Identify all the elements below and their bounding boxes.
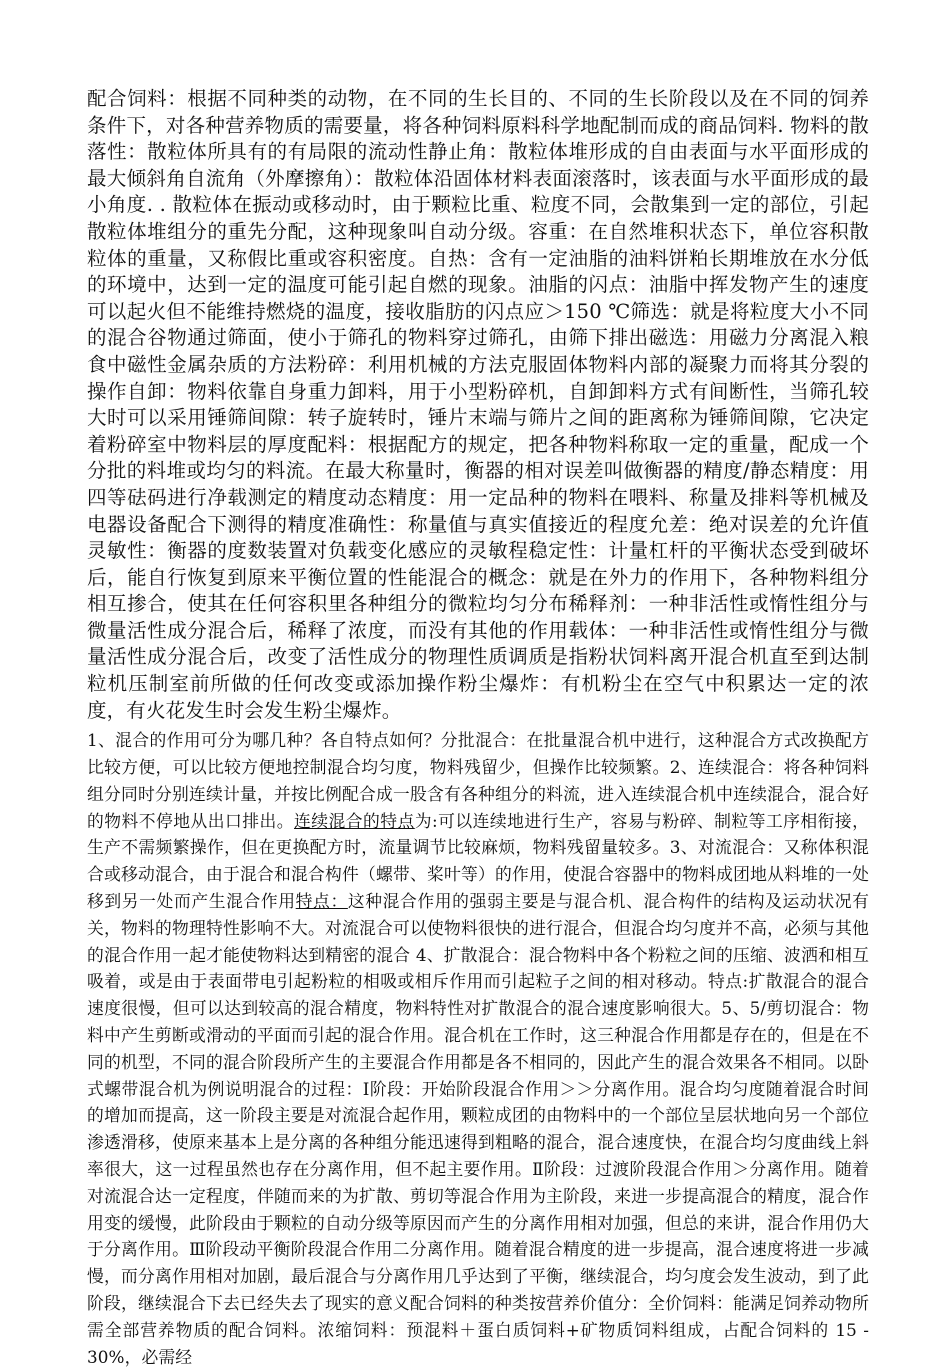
mixing-text-part-2: 为:可以连续地进行生产，容易与粉碎、制粒等工序相衔接，生产不需频繁操作，但在更换配方时，流量调节比较麻烦，物料残留量较多。3、对流混合：又称体积混合或移动混合，由于混合和混合构件（螺带、桨叶等）的作用，使混合容器中的物料成团地从料堆的一处移到另一处而产生混合作用: [87, 810, 869, 912]
continuous-mixing-feature-heading: 连续混合的特点: [294, 810, 415, 831]
document-page: [87, 86, 869, 1370]
mixing-text-part-1: 1、混合的作用可分为哪几种？各自特点如何？分批混合：在批量混合机中进行，这种混合方式改换配方比较方便，可以比较方便地控制混合均匀度，物料残留少，但操作比较频繁。2、连续混合：将各种饲料组分同时分别连续计量，并按比例配合成一股含有各种组分的料流，进入连续混合机中连续混合，混合好的物料不停地从出口排出。: [87, 730, 869, 831]
mixing-paragraph: [87, 727, 869, 1370]
convection-feature-heading: 特点：: [295, 891, 348, 912]
definitions-paragraph: 配合饲料：根据不同种类的动物，在不同的生长目的、不同的生长阶段以及在不同的饲养条件下，对各种营养物质的需要量，将各种饲料原料科学地配制而成的商品饲料. 物料的散落性：散粒体所具有的有局限的流动性静止角：散粒体堆形成的自由表面与水平面形成的最大倾斜角自流角（外摩擦角）：散粒体沿固体材料表面滚落时，该表面与水平面形成的最小角度. . 散粒体在振动或移动时，由于颗粒比重、粒度不同，会散集到一定的部位，引起散粒体堆组分的重先分配，这种现象叫自动分级。容重：在自然堆积状态下，单位容积散粒体的重量，又称假比重或容积密度。自热：含有一定油脂的油料饼粕长期堆放在水分低的环境中，达到一定的温度可能引起自燃的现象。油脂的闪点：油脂中挥发物产生的速度可以起火但不能维持燃烧的温度，接收脂肪的闪点应＞150 ℃筛选：就是将粒度大小不同的混合谷物通过筛面，使小于筛孔的物料穿过筛孔，由筛下排出磁选：用磁力分离混入粮食中磁性金属杂质的方法粉碎：利用机械的方法克服固体物料内部的凝聚力而将其分裂的操作自卸：物料依靠自身重力卸料，用于小型粉碎机，自卸卸料方式有间断性，当筛孔较大时可以采用锤筛间隙：转子旋转时，锤片末端与筛片之间的距离称为锤筛间隙，它决定着粉碎室中物料层的厚度配料：根据配方的规定，把各种物料称取一定的重量，配成一个分批的料堆或均匀的料流。在最大称量时，衡器的相对误差叫做衡器的精度/静态精度：用四等砝码进行净载测定的精度动态精度：用一定品种的物料在喂料、称量及排料等机械及电器设备配合下测得的精度准确性：称量值与真实值接近的程度允差：绝对误差的允许值灵敏性：衡器的度数装置对负载变化感应的灵敏程稳定性：计量杠杆的平衡状态受到破坏后，能自行恢复到原来平衡位置的性能混合的概念：就是在外力的作用下，各种物料组分相互掺合，使其在任何容积里各种组分的微粒均匀分布稀释剂：一种非活性或惰性组分与微量活性成分混合后，稀释了浓度，而没有其他的作用载体：一种非活性或惰性组分与微量活性成分混合后，改变了活性成分的物理性质调质是指粉状饲料离开混合机直至到达制粒机压制室前所做的任何改变或添加操作粉尘爆炸：有机粉尘在空气中积累达一定的浓度，有火花发生时会发生粉尘爆炸。: [87, 87, 869, 722]
mixing-text-part-3: 这种混合作用的强弱主要是与混合机、混合构件的结构及运动状况有关，物料的物理特性影响不大。对流混合可以使物料很快的进行混合，但混合均匀度并不高，必须与其他的混合作用一起才能使物料达到精密的混合 4、扩散混合：混合物料中各个粉粒之间的压缩、波洒和相互吸着，或是由于表面带电引起粉粒的相吸或相斥作用而引起粒子之间的相对移动。特点:扩散混合的混合速度很慢，但可以达到较高的混合精度，物料特性对扩散混合的混合速度影响很大。5、5/剪切混合：物料中产生剪断或滑动的平面而引起的混合作用。混合机在工作时，这三种混合作用都是存在的，但是在不同的机型，不同的混合阶段所产生的主要混合作用都是各不相同的，因此产生的混合效果各不相同。以卧式螺带混合机为例说明混合的过程：Ⅰ阶段：开始阶段混合作用＞＞分离作用。混合均匀度随着混合时间的增加而提高，这一阶段主要是对流混合起作用，颗粒成团的由物料中的一个部位呈层状地向另一个部位渗透滑移，使原来基本上是分离的各种组分能迅速得到粗略的混合，混合速度快，在混合均匀度曲线上斜率很大，这一过程虽然也存在分离作用，但不起主要作用。Ⅱ阶段：过渡阶段混合作用＞分离作用。随着对流混合达一定程度，伴随而来的为扩散、剪切等混合作用为主阶段，来进一步提高混合的精度，混合作用变的缓慢，此阶段由于颗粒的自动分级等原因而产生的分离作用相对加强，但总的来讲，混合作用仍大于分离作用。Ⅲ阶段动平衡阶段混合作用二分离作用。随着混合精度的进一步提高，混合速度将进一步减慢，而分离作用相对加剧，最后混合与分离作用几乎达到了平衡，继续混合，均匀度会发生波动，到了此阶段，继续混合下去已经失去了现实的意义配合饲料的种类按营养价值分：全价饲料：能满足饲养动物所需全部营养物质的配合饲料。浓缩饲料：预混料＋蛋白质饲料+矿物质饲料组成，占配合饲料的 15 - 30%，必需经: [87, 891, 869, 1367]
